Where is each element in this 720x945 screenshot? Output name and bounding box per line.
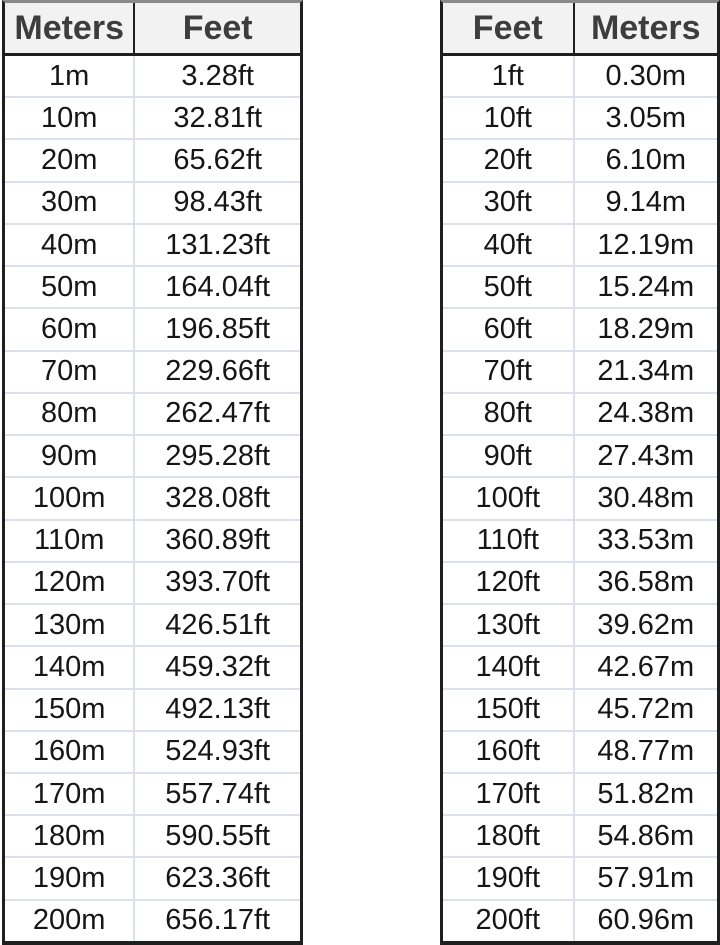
table-row [5,183,300,225]
table-cell: 190m [5,858,135,898]
table-row [443,732,717,774]
table-cell: 110ft [443,521,575,561]
table-cell: 3.28ft [181,59,254,92]
feet-to-meters-header-row [443,3,717,56]
table-row [5,225,300,267]
table-cell: 27.43m [597,439,695,472]
table-cell: 100m [5,478,135,518]
table-cell: 131.23ft [165,228,271,261]
table-row [443,901,717,941]
table-cell: 164.04ft [165,270,271,303]
table-cell: 36.58m [597,566,695,599]
table-cell: 120m [5,563,135,603]
table-row [5,605,300,647]
table-cell: 65.62ft [173,144,263,177]
table-row [443,774,717,816]
table-cell: 130ft [443,605,575,645]
table-cell: 459.32ft [165,650,271,683]
table-row [443,352,717,394]
table-cell: 15.24m [597,270,695,303]
table-cell: 150ft [443,690,575,730]
table-cell: 150m [5,690,135,730]
meters-to-feet-body [5,56,300,941]
table-row [443,267,717,309]
table-cell: 18.29m [597,313,695,346]
table-cell: 200m [5,901,135,941]
header-feet: Feet [443,3,575,53]
table-cell: 40m [5,225,135,265]
table-row [5,858,300,900]
table-cell: 656.17ft [165,904,271,937]
table-cell: 70ft [443,352,575,392]
feet-to-meters-body [443,56,717,941]
header-meters: Meters [5,3,135,53]
table-cell: 590.55ft [165,819,271,852]
table-cell: 262.47ft [165,397,271,430]
table-cell: 180ft [443,816,575,856]
meters-to-feet-header-row [5,3,300,56]
table-cell: 110m [5,521,135,561]
table-cell: 50m [5,267,135,307]
table-cell: 70m [5,352,135,392]
table-cell: 328.08ft [165,481,271,514]
table-row [5,140,300,182]
table-row [5,267,300,309]
table-row [5,478,300,520]
table-cell: 524.93ft [165,735,271,768]
table-row [5,774,300,816]
table-row [443,436,717,478]
table-cell: 200ft [443,901,575,941]
table-cell: 492.13ft [165,693,271,726]
table-row [443,563,717,605]
table-cell: 90ft [443,436,575,476]
table-cell: 90m [5,436,135,476]
table-cell: 170ft [443,774,575,814]
table-cell: 190ft [443,858,575,898]
table-row [5,732,300,774]
table-cell: 170m [5,774,135,814]
table-cell: 623.36ft [165,862,271,895]
table-cell: 60m [5,309,135,349]
table-row [5,352,300,394]
feet-to-meters-table [440,0,720,945]
table-row [443,478,717,520]
table-cell: 30ft [443,183,575,223]
table-row [443,690,717,732]
table-row [443,309,717,351]
table-row [5,394,300,436]
table-cell: 48.77m [597,735,695,768]
table-cell: 140ft [443,647,575,687]
table-cell: 51.82m [597,777,695,810]
table-cell: 45.72m [597,693,695,726]
header-meters: Meters [590,8,701,47]
table-cell: 130m [5,605,135,645]
table-cell: 12.19m [597,228,695,261]
table-cell: 30.48m [597,481,695,514]
table-cell: 60ft [443,309,575,349]
table-row [443,183,717,225]
table-cell: 140m [5,647,135,687]
table-cell: 60.96m [597,904,695,937]
table-cell: 295.28ft [165,439,271,472]
table-cell: 1ft [443,56,575,96]
table-row [5,56,300,98]
table-cell: 196.85ft [165,313,271,346]
table-row [5,436,300,478]
table-cell: 3.05m [605,101,687,134]
table-cell: 0.30m [605,59,687,92]
table-row [5,901,300,941]
table-row [5,521,300,563]
header-feet: Feet [182,8,253,47]
table-row [443,225,717,267]
table-row [5,98,300,140]
table-cell: 42.67m [597,650,695,683]
table-cell: 1m [5,56,135,96]
table-cell: 32.81ft [173,101,263,134]
table-row [443,858,717,900]
table-row [443,98,717,140]
table-cell: 39.62m [597,608,695,641]
table-row [5,816,300,858]
table-cell: 10ft [443,98,575,138]
table-cell: 40ft [443,225,575,265]
table-cell: 229.66ft [165,355,271,388]
table-row [5,690,300,732]
table-cell: 393.70ft [165,566,271,599]
table-cell: 360.89ft [165,524,271,557]
table-row [5,563,300,605]
table-cell: 557.74ft [165,777,271,810]
table-cell: 10m [5,98,135,138]
table-cell: 80ft [443,394,575,434]
table-cell: 6.10m [605,144,687,177]
table-cell: 98.43ft [173,186,263,219]
table-row [443,605,717,647]
table-cell: 50ft [443,267,575,307]
table-cell: 33.53m [597,524,695,557]
table-cell: 160ft [443,732,575,772]
table-cell: 21.34m [597,355,695,388]
table-row [443,647,717,689]
table-cell: 100ft [443,478,575,518]
table-row [5,647,300,689]
table-row [5,309,300,351]
table-row [443,394,717,436]
table-cell: 120ft [443,563,575,603]
table-cell: 57.91m [597,862,695,895]
table-cell: 9.14m [605,186,687,219]
table-cell: 30m [5,183,135,223]
table-row [443,521,717,563]
table-cell: 80m [5,394,135,434]
table-cell: 20ft [443,140,575,180]
table-cell: 180m [5,816,135,856]
table-cell: 54.86m [597,819,695,852]
table-cell: 20m [5,140,135,180]
table-cell: 160m [5,732,135,772]
table-row [443,816,717,858]
meters-to-feet-table [2,0,303,945]
table-cell: 24.38m [597,397,695,430]
table-row [443,140,717,182]
table-cell: 426.51ft [165,608,271,641]
table-row [443,56,717,98]
